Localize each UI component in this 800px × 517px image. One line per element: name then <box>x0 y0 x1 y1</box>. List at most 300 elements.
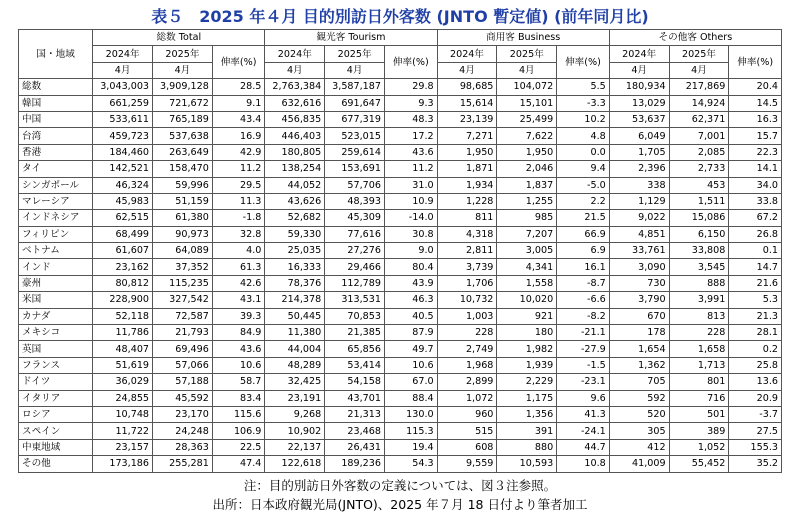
growth-cell: 14.5 <box>729 95 782 111</box>
value-cell: 57,066 <box>153 357 213 373</box>
month-header: 4月 <box>325 62 385 78</box>
value-cell: 1,950 <box>497 144 557 160</box>
growth-cell: 0.2 <box>729 341 782 357</box>
growth-cell: 87.9 <box>385 325 438 341</box>
table-row <box>19 161 782 177</box>
region-name: イタリア <box>19 390 93 406</box>
growth-cell: 5.5 <box>557 79 610 95</box>
value-cell: 2,763,384 <box>265 79 325 95</box>
growth-cell: -6.6 <box>557 292 610 308</box>
value-cell: 1,934 <box>437 177 497 193</box>
growth-cell: 21.5 <box>557 210 610 226</box>
region-name: 豪州 <box>19 275 93 291</box>
region-name: ロシア <box>19 406 93 422</box>
value-cell: 1,654 <box>609 341 669 357</box>
year-2024-header: 2024年 <box>265 46 325 62</box>
year-2025-header: 2025年 <box>325 46 385 62</box>
value-cell: 21,793 <box>153 325 213 341</box>
table-row <box>19 259 782 275</box>
value-cell: 2,749 <box>437 341 497 357</box>
table-row <box>19 193 782 209</box>
value-cell: 9,268 <box>265 406 325 422</box>
value-cell: 313,531 <box>325 292 385 308</box>
value-cell: 1,982 <box>497 341 557 357</box>
value-cell: 45,592 <box>153 390 213 406</box>
value-cell: 32,425 <box>265 374 325 390</box>
growth-cell: 27.5 <box>729 423 782 439</box>
growth-cell: 43.4 <box>212 111 265 127</box>
growth-cell: 21.6 <box>729 275 782 291</box>
value-cell: 1,511 <box>669 193 729 209</box>
value-cell: 523,015 <box>325 128 385 144</box>
value-cell: 1,003 <box>437 308 497 324</box>
growth-cell: -5.0 <box>557 177 610 193</box>
table-row <box>19 210 782 226</box>
value-cell: 180,805 <box>265 144 325 160</box>
value-cell: 391 <box>497 423 557 439</box>
value-cell: 10,732 <box>437 292 497 308</box>
growth-cell: 4.0 <box>212 243 265 259</box>
value-cell: 1,356 <box>497 406 557 422</box>
value-cell: 608 <box>437 439 497 455</box>
value-cell: 23,162 <box>93 259 153 275</box>
month-header: 4月 <box>497 62 557 78</box>
value-cell: 24,248 <box>153 423 213 439</box>
value-cell: 2,396 <box>609 161 669 177</box>
value-cell: 23,468 <box>325 423 385 439</box>
table-row <box>19 95 782 111</box>
value-cell: 3,790 <box>609 292 669 308</box>
region-name: フィリピン <box>19 226 93 242</box>
value-cell: 25,499 <box>497 111 557 127</box>
year-2025-header: 2025年 <box>497 46 557 62</box>
value-cell: 2,733 <box>669 161 729 177</box>
value-cell: 453 <box>669 177 729 193</box>
value-cell: 48,289 <box>265 357 325 373</box>
growth-cell: -14.0 <box>385 210 438 226</box>
value-cell: 1,871 <box>437 161 497 177</box>
growth-cell: 5.3 <box>729 292 782 308</box>
value-cell: 53,637 <box>609 111 669 127</box>
month-header: 4月 <box>669 62 729 78</box>
value-cell: 10,020 <box>497 292 557 308</box>
value-cell: 921 <box>497 308 557 324</box>
growth-cell: -21.1 <box>557 325 610 341</box>
value-cell: 2,229 <box>497 374 557 390</box>
growth-cell: -24.1 <box>557 423 610 439</box>
growth-cell: 115.6 <box>212 406 265 422</box>
growth-cell: 11.2 <box>385 161 438 177</box>
value-cell: 3,090 <box>609 259 669 275</box>
value-cell: 62,515 <box>93 210 153 226</box>
value-cell: 412 <box>609 439 669 455</box>
value-cell: 6,150 <box>669 226 729 242</box>
growth-cell: 10.8 <box>557 456 610 472</box>
year-2024-header: 2024年 <box>437 46 497 62</box>
value-cell: 115,235 <box>153 275 213 291</box>
value-cell: 23,191 <box>265 390 325 406</box>
value-cell: 78,376 <box>265 275 325 291</box>
growth-cell: 16.1 <box>557 259 610 275</box>
growth-cell: 6.9 <box>557 243 610 259</box>
growth-header: 伸率(%) <box>212 46 265 79</box>
growth-cell: 61.3 <box>212 259 265 275</box>
table-body <box>19 79 782 472</box>
value-cell: 7,622 <box>497 128 557 144</box>
table-row <box>19 423 782 439</box>
growth-cell: 22.3 <box>729 144 782 160</box>
growth-cell: 42.9 <box>212 144 265 160</box>
table-row <box>19 292 782 308</box>
growth-cell: 31.0 <box>385 177 438 193</box>
growth-cell: 17.2 <box>385 128 438 144</box>
growth-cell: 21.3 <box>729 308 782 324</box>
table-row <box>19 357 782 373</box>
value-cell: 592 <box>609 390 669 406</box>
growth-cell: 39.3 <box>212 308 265 324</box>
value-cell: 730 <box>609 275 669 291</box>
growth-cell: 16.9 <box>212 128 265 144</box>
value-cell: 46,324 <box>93 177 153 193</box>
table-row <box>19 177 782 193</box>
growth-cell: 130.0 <box>385 406 438 422</box>
value-cell: 1,713 <box>669 357 729 373</box>
growth-cell: 10.6 <box>385 357 438 373</box>
growth-cell: 54.3 <box>385 456 438 472</box>
value-cell: 138,254 <box>265 161 325 177</box>
region-name: 香港 <box>19 144 93 160</box>
growth-cell: 43.6 <box>212 341 265 357</box>
growth-cell: 30.8 <box>385 226 438 242</box>
growth-cell: 9.4 <box>557 161 610 177</box>
value-cell: 15,086 <box>669 210 729 226</box>
value-cell: 2,085 <box>669 144 729 160</box>
value-cell: 52,682 <box>265 210 325 226</box>
growth-cell: -1.8 <box>212 210 265 226</box>
value-cell: 520 <box>609 406 669 422</box>
value-cell: 64,089 <box>153 243 213 259</box>
value-cell: 59,996 <box>153 177 213 193</box>
value-cell: 68,499 <box>93 226 153 242</box>
year-2025-header: 2025年 <box>669 46 729 62</box>
value-cell: 705 <box>609 374 669 390</box>
growth-cell: 14.1 <box>729 161 782 177</box>
value-cell: 65,856 <box>325 341 385 357</box>
growth-cell: 11.3 <box>212 193 265 209</box>
value-cell: 4,851 <box>609 226 669 242</box>
value-cell: 51,619 <box>93 357 153 373</box>
region-name: インド <box>19 259 93 275</box>
value-cell: 53,414 <box>325 357 385 373</box>
value-cell: 305 <box>609 423 669 439</box>
growth-header: 伸率(%) <box>557 46 610 79</box>
value-cell: 33,761 <box>609 243 669 259</box>
region-name: シンガポール <box>19 177 93 193</box>
value-cell: 3,545 <box>669 259 729 275</box>
value-cell: 62,371 <box>669 111 729 127</box>
growth-cell: 29.5 <box>212 177 265 193</box>
value-cell: 51,159 <box>153 193 213 209</box>
value-cell: 28,363 <box>153 439 213 455</box>
growth-cell: 14.7 <box>729 259 782 275</box>
value-cell: 158,470 <box>153 161 213 177</box>
value-cell: 228 <box>437 325 497 341</box>
value-cell: 2,046 <box>497 161 557 177</box>
value-cell: 3,587,187 <box>325 79 385 95</box>
value-cell: 23,139 <box>437 111 497 127</box>
region-name: 韓国 <box>19 95 93 111</box>
growth-header: 伸率(%) <box>385 46 438 79</box>
value-cell: 43,701 <box>325 390 385 406</box>
value-cell: 1,362 <box>609 357 669 373</box>
growth-cell: 28.5 <box>212 79 265 95</box>
growth-cell: 84.9 <box>212 325 265 341</box>
table-row <box>19 390 782 406</box>
value-cell: 7,271 <box>437 128 497 144</box>
month-header: 4月 <box>437 62 497 78</box>
value-cell: 77,616 <box>325 226 385 242</box>
value-cell: 98,685 <box>437 79 497 95</box>
value-cell: 765,189 <box>153 111 213 127</box>
value-cell: 26,431 <box>325 439 385 455</box>
value-cell: 217,869 <box>669 79 729 95</box>
growth-cell: 10.9 <box>385 193 438 209</box>
value-cell: 880 <box>497 439 557 455</box>
value-cell: 1,558 <box>497 275 557 291</box>
growth-cell: 19.4 <box>385 439 438 455</box>
region-name: マレーシア <box>19 193 93 209</box>
value-cell: 1,939 <box>497 357 557 373</box>
value-cell: 70,853 <box>325 308 385 324</box>
growth-cell: 9.1 <box>212 95 265 111</box>
value-cell: 48,393 <box>325 193 385 209</box>
growth-cell: 20.9 <box>729 390 782 406</box>
value-cell: 327,542 <box>153 292 213 308</box>
value-cell: 228,900 <box>93 292 153 308</box>
value-cell: 50,445 <box>265 308 325 324</box>
growth-cell: 9.0 <box>385 243 438 259</box>
growth-cell: 106.9 <box>212 423 265 439</box>
value-cell: 1,129 <box>609 193 669 209</box>
month-header: 4月 <box>265 62 325 78</box>
value-cell: 1,052 <box>669 439 729 455</box>
value-cell: 985 <box>497 210 557 226</box>
value-cell: 21,385 <box>325 325 385 341</box>
growth-cell: 47.4 <box>212 456 265 472</box>
table-row <box>19 456 782 472</box>
table-row <box>19 374 782 390</box>
value-cell: 1,658 <box>669 341 729 357</box>
table-row <box>19 341 782 357</box>
growth-cell: 40.5 <box>385 308 438 324</box>
value-cell: 112,789 <box>325 275 385 291</box>
value-cell: 23,170 <box>153 406 213 422</box>
growth-cell: 34.0 <box>729 177 782 193</box>
growth-cell: 115.3 <box>385 423 438 439</box>
value-cell: 11,722 <box>93 423 153 439</box>
value-cell: 173,186 <box>93 456 153 472</box>
value-cell: 52,118 <box>93 308 153 324</box>
footnote-source: 出所：日本政府観光局(JNTO)、2025 年７月 18 日付より筆者加工 <box>212 497 588 512</box>
value-cell: 670 <box>609 308 669 324</box>
growth-cell: -3.7 <box>729 406 782 422</box>
value-cell: 10,593 <box>497 456 557 472</box>
growth-cell: 67.0 <box>385 374 438 390</box>
value-cell: 1,228 <box>437 193 497 209</box>
value-cell: 45,983 <box>93 193 153 209</box>
growth-cell: -27.9 <box>557 341 610 357</box>
value-cell: 888 <box>669 275 729 291</box>
value-cell: 15,614 <box>437 95 497 111</box>
region-name: 米国 <box>19 292 93 308</box>
growth-cell: 4.8 <box>557 128 610 144</box>
growth-cell: 46.3 <box>385 292 438 308</box>
value-cell: 3,043,003 <box>93 79 153 95</box>
year-2024-header: 2024年 <box>93 46 153 62</box>
growth-cell: 155.3 <box>729 439 782 455</box>
value-cell: 515 <box>437 423 497 439</box>
value-cell: 29,466 <box>325 259 385 275</box>
value-cell: 255,281 <box>153 456 213 472</box>
value-cell: 214,378 <box>265 292 325 308</box>
growth-cell: 10.6 <box>212 357 265 373</box>
value-cell: 7,207 <box>497 226 557 242</box>
region-name: 中国 <box>19 111 93 127</box>
value-cell: 7,001 <box>669 128 729 144</box>
group-header-business: 商用客 Business <box>437 30 609 46</box>
value-cell: 1,255 <box>497 193 557 209</box>
value-cell: 11,380 <box>265 325 325 341</box>
month-header: 4月 <box>153 62 213 78</box>
table-row <box>19 406 782 422</box>
value-cell: 122,618 <box>265 456 325 472</box>
growth-cell: 67.2 <box>729 210 782 226</box>
value-cell: 180,934 <box>609 79 669 95</box>
value-cell: 25,035 <box>265 243 325 259</box>
value-cell: 41,009 <box>609 456 669 472</box>
region-name: カナダ <box>19 308 93 324</box>
value-cell: 57,188 <box>153 374 213 390</box>
growth-cell: 25.8 <box>729 357 782 373</box>
year-2025-header: 2025年 <box>153 46 213 62</box>
value-cell: 44,052 <box>265 177 325 193</box>
growth-cell: 33.8 <box>729 193 782 209</box>
region-name: ドイツ <box>19 374 93 390</box>
value-cell: 1,837 <box>497 177 557 193</box>
value-cell: 1,706 <box>437 275 497 291</box>
growth-cell: 83.4 <box>212 390 265 406</box>
value-cell: 184,460 <box>93 144 153 160</box>
value-cell: 10,902 <box>265 423 325 439</box>
growth-cell: 32.8 <box>212 226 265 242</box>
table-row <box>19 226 782 242</box>
growth-cell: 0.1 <box>729 243 782 259</box>
value-cell: 180 <box>497 325 557 341</box>
region-name: 中東地域 <box>19 439 93 455</box>
value-cell: 632,616 <box>265 95 325 111</box>
growth-cell: 49.7 <box>385 341 438 357</box>
value-cell: 533,611 <box>93 111 153 127</box>
region-name: インドネシア <box>19 210 93 226</box>
month-header: 4月 <box>93 62 153 78</box>
value-cell: 21,313 <box>325 406 385 422</box>
year-2024-header: 2024年 <box>609 46 669 62</box>
value-cell: 263,649 <box>153 144 213 160</box>
value-cell: 1,175 <box>497 390 557 406</box>
value-cell: 178 <box>609 325 669 341</box>
value-cell: 1,072 <box>437 390 497 406</box>
value-cell: 501 <box>669 406 729 422</box>
value-cell: 13,029 <box>609 95 669 111</box>
growth-cell: 13.6 <box>729 374 782 390</box>
growth-cell: 10.2 <box>557 111 610 127</box>
value-cell: 43,626 <box>265 193 325 209</box>
value-cell: 389 <box>669 423 729 439</box>
growth-cell: 41.3 <box>557 406 610 422</box>
value-cell: 61,380 <box>153 210 213 226</box>
growth-cell: -23.1 <box>557 374 610 390</box>
value-cell: 1,950 <box>437 144 497 160</box>
growth-cell: 48.3 <box>385 111 438 127</box>
value-cell: 456,835 <box>265 111 325 127</box>
growth-cell: 35.2 <box>729 456 782 472</box>
value-cell: 15,101 <box>497 95 557 111</box>
group-header-tourism: 観光客 Tourism <box>265 30 437 46</box>
growth-cell: -1.5 <box>557 357 610 373</box>
value-cell: 14,924 <box>669 95 729 111</box>
value-cell: 1,968 <box>437 357 497 373</box>
value-cell: 338 <box>609 177 669 193</box>
month-header: 4月 <box>609 62 669 78</box>
growth-cell: 43.9 <box>385 275 438 291</box>
table-row <box>19 79 782 95</box>
growth-cell: 88.4 <box>385 390 438 406</box>
growth-cell: 11.2 <box>212 161 265 177</box>
footnote-definition: 注：目的別訪日外客数の定義については、図３注参照。 <box>243 478 557 493</box>
value-cell: 677,319 <box>325 111 385 127</box>
growth-cell: 22.5 <box>212 439 265 455</box>
value-cell: 813 <box>669 308 729 324</box>
value-cell: 33,808 <box>669 243 729 259</box>
region-header: 国・地域 <box>19 30 93 79</box>
value-cell: 537,638 <box>153 128 213 144</box>
region-name: フランス <box>19 357 93 373</box>
region-name: 英国 <box>19 341 93 357</box>
value-cell: 11,786 <box>93 325 153 341</box>
value-cell: 48,407 <box>93 341 153 357</box>
value-cell: 69,496 <box>153 341 213 357</box>
value-cell: 44,004 <box>265 341 325 357</box>
value-cell: 3,991 <box>669 292 729 308</box>
value-cell: 721,672 <box>153 95 213 111</box>
value-cell: 80,812 <box>93 275 153 291</box>
region-name: タイ <box>19 161 93 177</box>
growth-cell: 42.6 <box>212 275 265 291</box>
value-cell: 72,587 <box>153 308 213 324</box>
growth-cell: 43.6 <box>385 144 438 160</box>
growth-cell: 80.4 <box>385 259 438 275</box>
table-header <box>19 30 782 79</box>
value-cell: 960 <box>437 406 497 422</box>
visitor-purpose-table <box>18 29 782 473</box>
value-cell: 37,352 <box>153 259 213 275</box>
value-cell: 801 <box>669 374 729 390</box>
table-row <box>19 325 782 341</box>
value-cell: 57,706 <box>325 177 385 193</box>
value-cell: 6,049 <box>609 128 669 144</box>
table-row <box>19 128 782 144</box>
value-cell: 142,521 <box>93 161 153 177</box>
